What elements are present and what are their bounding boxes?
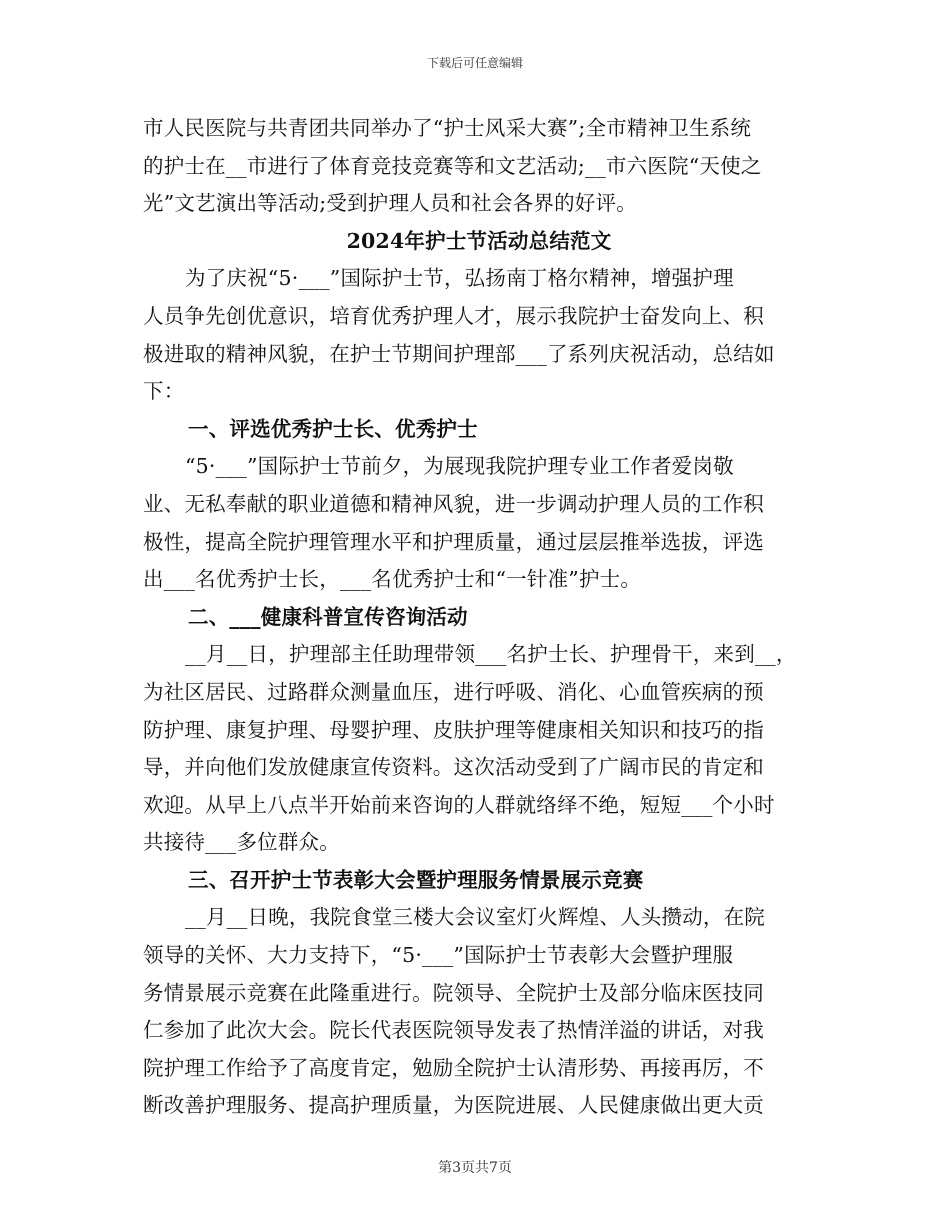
paragraph-line: 导，并向他们发放健康宣传资料。这次活动受到了广阔市民的肯定和 (143, 755, 764, 780)
paragraph-line: 为社区居民、过路群众测量血压，进行呼吸、消化、心血管疾病的预 (143, 679, 764, 704)
paragraph-line: 出___名优秀护士长，___名优秀护士和“一针准”护士。 (143, 567, 642, 592)
paragraph-line: 领导的关怀、大力支持下，“5·___”国际护士节表彰大会暨护理服 (143, 943, 734, 968)
paragraph-line: 市人民医院与共青团共同举办了“护士风采大赛”;全市精神卫生系统 (143, 116, 752, 140)
paragraph-line: 仁参加了此次大会。院长代表医院领导发表了热情洋溢的讲话，对我 (143, 1018, 764, 1043)
paragraph-line: “5·___”国际护士节前夕，为展现我院护理专业工作者爱岗敬 (185, 454, 734, 479)
page-header: 下载后可任意编辑 (426, 56, 523, 70)
paragraph-line: 院护理工作给予了高度肯定，勉励全院护士认清形势、再接再厉，不 (143, 1055, 764, 1080)
section-heading: 二、___健康科普宣传咨询活动 (188, 604, 468, 629)
section-heading: 一、评选优秀护士长、优秀护士 (188, 416, 478, 441)
page-footer: 第3页共7页 (438, 1160, 512, 1176)
paragraph-line: 极性，提高全院护理管理水平和护理质量，通过层层推举选拔，评选 (143, 529, 764, 554)
paragraph-line: 务情景展示竞赛在此隆重进行。院领导、全院护士及部分临床医技同 (143, 980, 764, 1005)
paragraph-line: 欢迎。从早上八点半开始前来咨询的人群就络绎不绝，短短___个小时 (143, 792, 775, 817)
paragraph-line: 防护理、康复护理、母婴护理、皮肤护理等健康相关知识和技巧的指 (143, 717, 764, 742)
document-title: 2024年护士节活动总结范文 (346, 228, 612, 253)
section-heading: 三、召开护士节表彰大会暨护理服务情景展示竞赛 (188, 867, 644, 892)
paragraph-line: 为了庆祝“5·___”国际护士节，弘扬南丁格尔精神，增强护理 (185, 266, 734, 291)
paragraph-line: 人员争先创优意识，培育优秀护理人才，展示我院护士奋发向上、积 (143, 303, 764, 328)
paragraph-line: 断改善护理服务、提高护理质量，为医院进展、人民健康做出更大贡 (143, 1093, 764, 1118)
document-body (143, 110, 815, 1125)
paragraph-line: 业、无私奉献的职业道德和精神风貌，进一步调动护理人员的工作积 (143, 491, 764, 516)
paragraph-line: 的护士在__市进行了体育竞技竞赛等和文艺活动;__市六医院“天使之 (143, 153, 762, 178)
paragraph-line: __月__日晚，我院食堂三楼大会议室灯火辉煌、人头攒动，在院 (185, 905, 765, 930)
paragraph-line: 光”文艺演出等活动;受到护理人员和社会各界的好评。 (143, 191, 637, 216)
paragraph-line: 共接待___多位群众。 (143, 830, 340, 855)
paragraph-line: 极进取的精神风貌，在护士节期间护理部___了系列庆祝活动，总结如 (143, 341, 775, 366)
paragraph-line: __月__日，护理部主任助理带领___名护士长、护理骨干，来到__， (185, 642, 797, 667)
paragraph-line: 下： (143, 379, 185, 404)
